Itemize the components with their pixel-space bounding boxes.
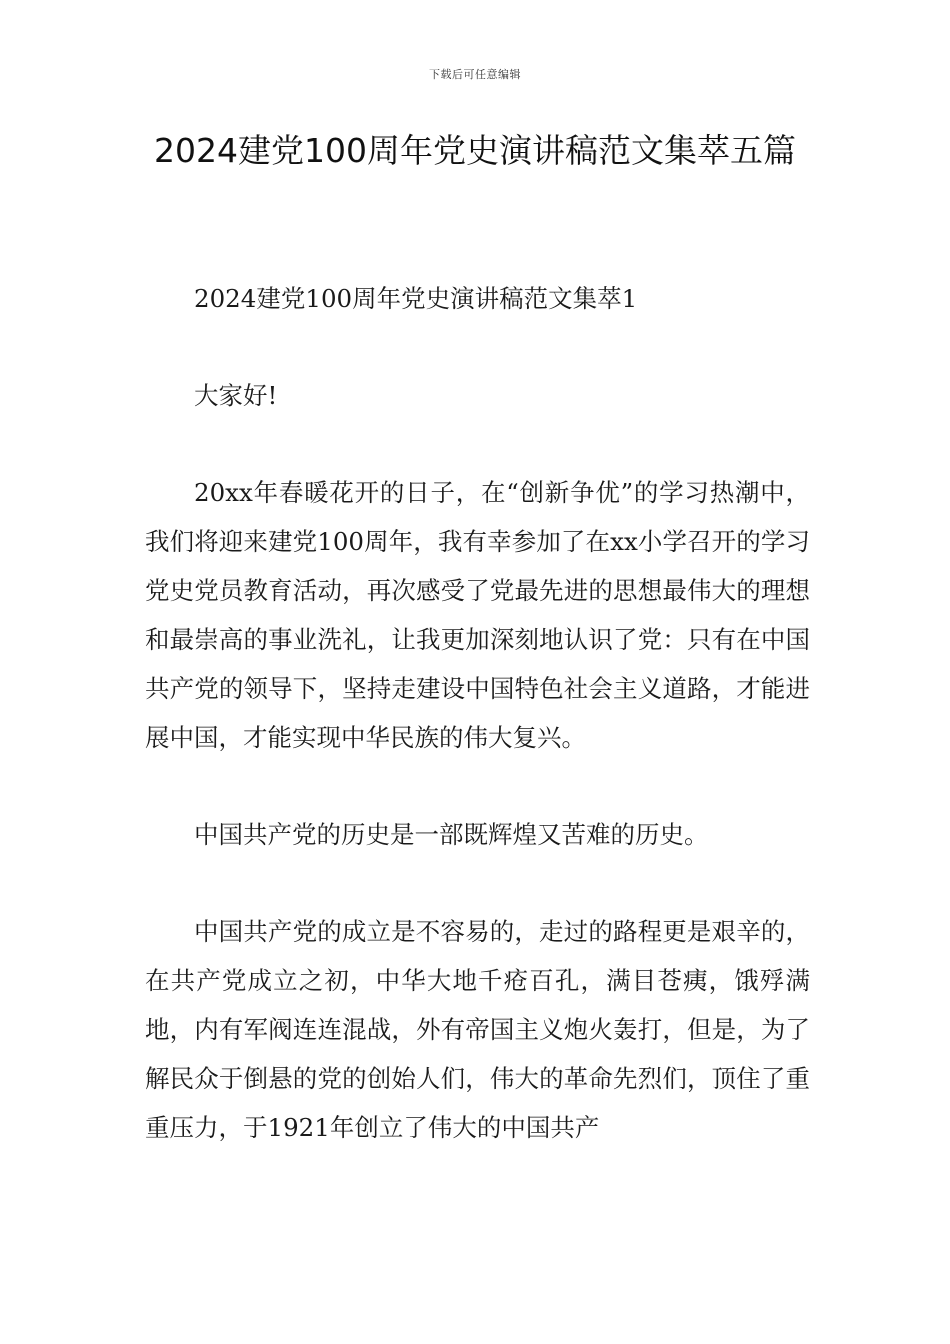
header-note: 下载后可任意编辑 xyxy=(429,68,521,81)
greeting-paragraph: 大家好! xyxy=(194,381,278,410)
body-paragraph: 中国共产党的成立是不容易的，走过的路程更是艰辛的，在共产党成立之初，中华大地千疮百孔，满目苍痍，饿殍满地，内有军阀连连混战，外有帝国主义炮火轰打，但是，为了解民众于倒悬的党的创始人们，伟大的革命先烈们，顶住了重重压力，于1921年创立了伟大的中国共产 xyxy=(145,917,810,1142)
document-title: 2024建党100周年党史演讲稿范文集萃五篇 xyxy=(154,131,796,170)
body-paragraph: 中国共产党的历史是一部既辉煌又苦难的历史。 xyxy=(194,820,709,849)
document-body xyxy=(145,274,810,1152)
section-heading: 2024建党100周年党史演讲稿范文集萃1 xyxy=(194,284,638,313)
body-paragraph: 20xx年春暖花开的日子，在“创新争优”的学习热潮中，我们将迎来建党100周年，我有幸参加了在xx小学召开的学习党史党员教育活动，再次感受了党最先进的思想最伟大的理想和最崇高的事业洗礼，让我更加深刻地认识了党：只有在中国共产党的领导下，坚持走建设中国特色社会主义道路，才能进展中国，才能实现中华民族的伟大复兴。 xyxy=(145,478,810,752)
